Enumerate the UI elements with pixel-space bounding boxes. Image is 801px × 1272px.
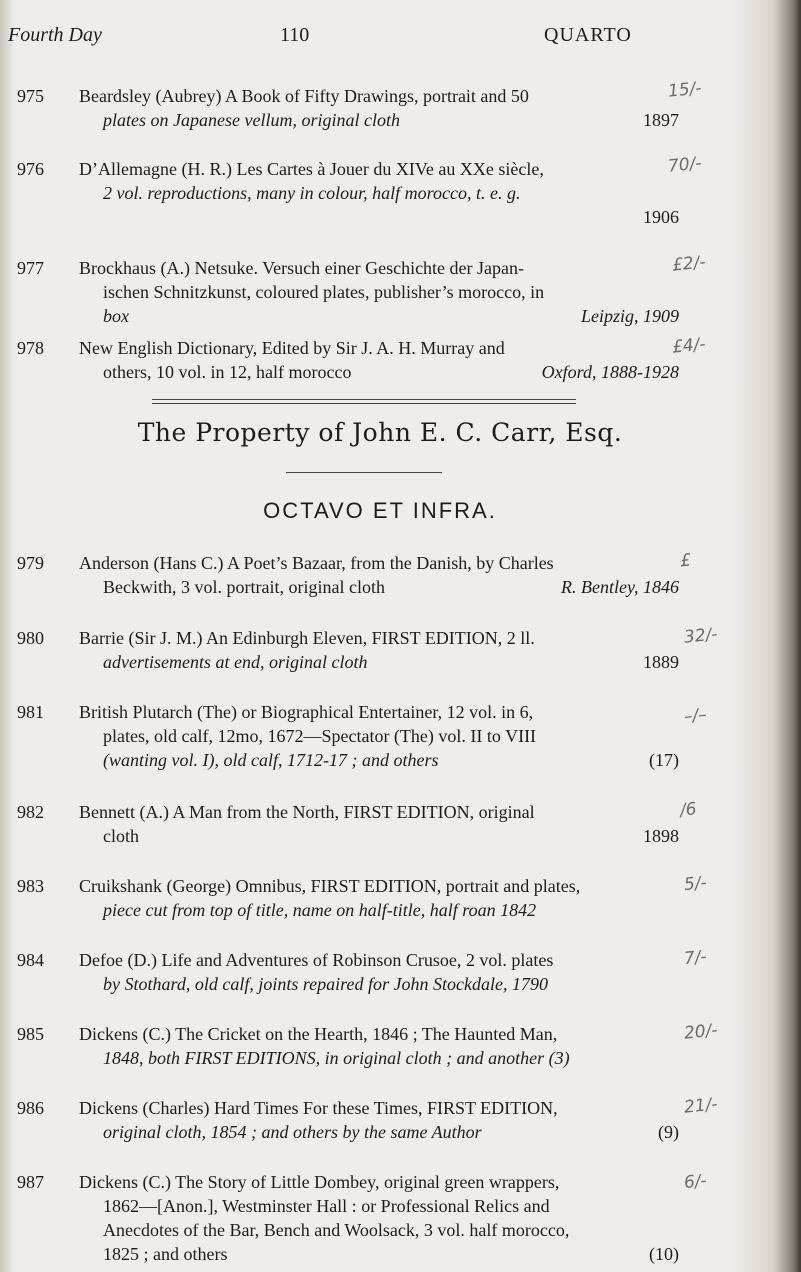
lot-line: Beardsley (Aubrey) A Book of Fifty Drawings, portrait and 50: [79, 86, 529, 106]
lot-description: [79, 626, 679, 674]
lot-date: R. Bentley, 1846: [561, 577, 679, 597]
header-day: Fourth Day: [8, 24, 102, 46]
lot-line: plates on Japanese vellum, original cloth: [103, 110, 400, 130]
lot-line: D’Allemagne (H. R.) Les Cartes à Jouer du XIVe au XXe siècle,: [79, 159, 544, 179]
lot-line: Beckwith, 3 vol. portrait, original cloth: [103, 577, 385, 597]
lot-line: Anderson (Hans C.) A Poet’s Bazaar, from the Danish, by Charles: [79, 553, 554, 573]
lot-count: (17): [649, 750, 679, 770]
section-divider: [286, 472, 442, 473]
lot-number: 982: [17, 802, 44, 822]
lot-count: (10): [649, 1244, 679, 1264]
handwritten-price: £2/-: [671, 252, 707, 276]
handwritten-price: 5/-: [683, 872, 708, 896]
section-rule: [152, 399, 576, 404]
lot-number: 977: [17, 258, 44, 278]
lot-line: 1825 ; and others: [103, 1244, 228, 1264]
handwritten-price: £4/-: [671, 334, 707, 358]
handwritten-price: 20/-: [683, 1020, 719, 1044]
lot-line: Dickens (Charles) Hard Times For these Times, FIRST EDITION,: [79, 1098, 558, 1118]
lot-number: 981: [17, 702, 44, 722]
handwritten-price: 15/-: [667, 78, 703, 102]
lot-date: 1897: [643, 110, 679, 130]
lot-line: advertisements at end, original cloth: [103, 652, 368, 672]
lot-line: Dickens (C.) The Story of Little Dombey, original green wrappers,: [79, 1172, 560, 1192]
section-title: The Property of John E. C. Carr, Esq.: [137, 418, 623, 447]
lot-line: Dickens (C.) The Cricket on the Hearth, 1846 ; The Haunted Man,: [79, 1024, 558, 1044]
running-header: [8, 24, 708, 54]
lot-line: box: [103, 306, 129, 326]
handwritten-price: 21/-: [683, 1094, 719, 1118]
lot-number: 985: [17, 1024, 44, 1044]
lot-line: 2 vol. reproductions, many in colour, half morocco, t. e. g.: [103, 183, 521, 203]
lot-description: [79, 551, 679, 599]
lot-line: New English Dictionary, Edited by Sir J. A. H. Murray and: [79, 338, 505, 358]
handwritten-price: –/–: [683, 704, 708, 728]
lot-line: 1862—[Anon.], Westminster Hall : or Professional Relics and: [103, 1196, 550, 1216]
handwritten-price: 7/-: [683, 946, 708, 970]
lot-description: [79, 336, 679, 384]
lot-line: Defoe (D.) Life and Adventures of Robinson Crusoe, 2 vol. plates: [79, 950, 554, 970]
lot-line: (wanting vol. I), old calf, 1712-17 ; and others: [103, 750, 439, 770]
handwritten-price: /6: [679, 799, 698, 821]
lot-date: Oxford, 1888-1928: [541, 362, 679, 382]
lot-description: [79, 874, 679, 922]
lot-line: Cruikshank (George) Omnibus, FIRST EDITION, portrait and plates,: [79, 876, 581, 896]
lot-description: [79, 256, 679, 328]
lot-line: piece cut from top of title, name on half-title, half roan 1842: [103, 900, 537, 920]
lot-date: Leipzig, 1909: [580, 306, 679, 326]
handwritten-price: 70/-: [667, 153, 703, 177]
lot-number: 983: [17, 876, 44, 896]
lot-number: 987: [17, 1172, 44, 1192]
handwritten-price: £: [678, 550, 692, 572]
page-number: 110: [280, 24, 310, 46]
page-left-shadow: [0, 0, 14, 1272]
lot-line: ischen Schnitzkunst, coloured plates, publisher’s morocco, in: [103, 282, 545, 302]
lot-number: 976: [17, 159, 44, 179]
page-right-binding-edge: [731, 0, 801, 1272]
lot-date: 1898: [643, 826, 679, 846]
lot-date: 1889: [643, 652, 679, 672]
lot-line: Bennett (A.) A Man from the North, FIRST EDITION, original: [79, 802, 535, 822]
handwritten-price: 32/-: [683, 624, 719, 648]
lot-description: [79, 1170, 679, 1266]
lot-line: plates, old calf, 12mo, 1672—Spectator (The) vol. II to VIII: [103, 726, 537, 746]
header-format: QUARTO: [544, 24, 632, 46]
lot-line: Anecdotes of the Bar, Bench and Woolsack, 3 vol. half morocco,: [103, 1220, 570, 1240]
lot-description: [79, 700, 679, 772]
lot-description: [79, 1022, 679, 1070]
lot-number: 986: [17, 1098, 44, 1118]
lot-number: 979: [17, 553, 44, 573]
lot-number: 980: [17, 628, 44, 648]
lot-line: 1848, both FIRST EDITIONS, in original cloth ; and another (3): [103, 1048, 570, 1068]
lot-number: 984: [17, 950, 44, 970]
lot-line: Brockhaus (A.) Netsuke. Versuch einer Geschichte der Japan-: [79, 258, 525, 278]
lot-line: original cloth, 1854 ; and others by the same Author: [103, 1122, 482, 1142]
lot-description: [79, 948, 679, 996]
lot-line: others, 10 vol. in 12, half morocco: [103, 362, 352, 382]
lot-description: [79, 157, 679, 229]
lot-number: 978: [17, 338, 44, 358]
handwritten-price: 6/-: [683, 1170, 708, 1194]
lot-line: cloth: [103, 826, 139, 846]
lot-line: by Stothard, old calf, joints repaired for John Stockdale, 1790: [103, 974, 548, 994]
lot-count: (9): [658, 1122, 679, 1142]
lot-date: 1906: [643, 207, 679, 227]
lot-description: [79, 84, 679, 132]
lot-line: Barrie (Sir J. M.) An Edinburgh Eleven, FIRST EDITION, 2 ll.: [79, 628, 535, 648]
lot-line: British Plutarch (The) or Biographical Entertainer, 12 vol. in 6,: [79, 702, 534, 722]
lot-description: [79, 1096, 679, 1144]
lot-description: [79, 800, 679, 848]
lot-number: 975: [17, 86, 44, 106]
section-subtitle: OCTAVO ET INFRA.: [263, 498, 497, 523]
